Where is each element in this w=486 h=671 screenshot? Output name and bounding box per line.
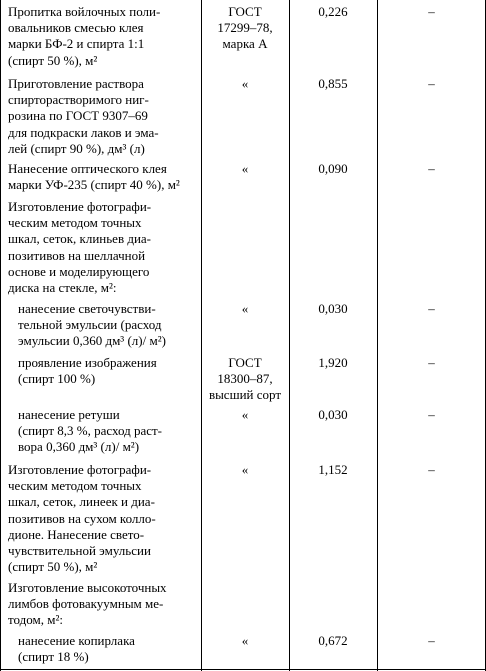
row-dash: –	[428, 301, 435, 316]
column-divider-3	[377, 0, 378, 671]
row-dash: –	[428, 161, 435, 176]
row-standard: «	[241, 301, 249, 316]
row-dash: –	[428, 355, 435, 370]
row-description: Приготовление раствора спирторастворимого ниг- розина по ГОСТ 9307–69 для подкраски лаков и эма- лей (спирт 90 %), дм³ (л)	[8, 76, 159, 156]
row-value: 0,030	[318, 301, 348, 316]
row-value: 0,855	[318, 76, 348, 91]
row-description: Пропитка войлочных поли- овальников смесью клея марки БФ-2 и спирта 1:1 (спирт 50 %), м²	[8, 4, 161, 68]
row-description: проявление изображения (спирт 100 %)	[18, 355, 157, 387]
row-dash: –	[428, 633, 435, 648]
table-border-left	[0, 0, 1, 671]
row-standard: «	[241, 161, 249, 176]
row-value: 0,672	[318, 633, 348, 648]
row-value: 1,152	[318, 462, 348, 477]
section-heading: Изготовление фотографи- ческим методом точных шкал, сеток, клиньев диа- позитивов на шеллачной основе и моделирующего диска на стекле, м²:	[8, 199, 152, 296]
row-value: 0,226	[318, 4, 348, 19]
row-standard: ГОСТ 18300–87, высший сорт	[208, 355, 282, 403]
column-divider-1	[201, 0, 202, 671]
column-divider-2	[289, 0, 290, 671]
row-dash: –	[428, 4, 435, 19]
row-description: нанесение ретуши (спирт 8,3 %, расход раст- вора 0,360 дм³ (л)/ м²)	[18, 407, 163, 455]
row-standard: «	[241, 633, 249, 648]
row-description: нанесение копирлака (спирт 18 %)	[18, 633, 135, 665]
row-standard: ГОСТ 17299–78, марка А	[217, 4, 273, 52]
row-value: 0,030	[318, 407, 348, 422]
row-standard: «	[241, 76, 249, 91]
row-description: нанесение светочувстви- тельной эмульсии (расход эмульсии 0,360 дм³ (л)/ м²)	[18, 301, 166, 349]
row-standard: «	[241, 462, 249, 477]
row-dash: –	[428, 462, 435, 477]
row-value: 1,920	[318, 355, 348, 370]
row-description: Изготовление фотографи- ческим методом точных шкал, сеток, линеек и диа- позитивов на сухом колло- дионе. Нанесение свето- чувствительной эмульсии (спирт 50 %), м²	[8, 462, 156, 575]
section-heading: Изготовление высокоточных лимбов фотовакуумным ме- тодом, м²:	[8, 580, 167, 628]
row-value: 0,090	[318, 161, 348, 176]
row-description: Нанесение оптического клея марки УФ-235 (спирт 40 %), м²	[8, 161, 180, 193]
row-standard: «	[241, 407, 249, 422]
table-border-bottom	[0, 669, 486, 670]
row-dash: –	[428, 76, 435, 91]
row-dash: –	[428, 407, 435, 422]
